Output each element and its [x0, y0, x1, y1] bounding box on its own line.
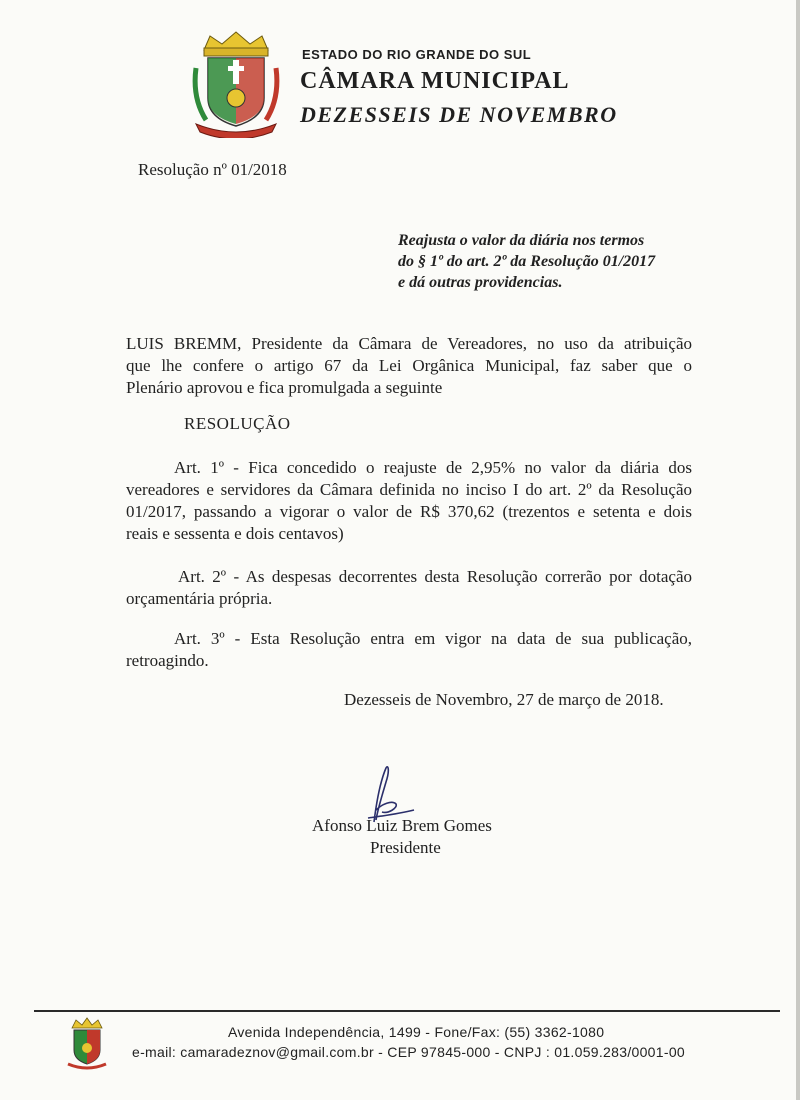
resolution-heading: RESOLUÇÃO: [184, 414, 291, 433]
article-3: [126, 628, 692, 672]
footer-contact: e-mail: camaradeznov@gmail.com.br - CEP 97845-000 - CNPJ : 01.059.283/0001-00: [132, 1044, 685, 1060]
article-1: [126, 457, 692, 545]
article-2: [126, 566, 692, 610]
article-1-line: vereadores e servidores da Câmara definida no inciso I do art. 2º da Resolução: [126, 480, 692, 499]
header-city: DEZESSEIS DE NOVEMBRO: [300, 102, 618, 127]
summary-line: do § 1º do art. 2º da Resolução 01/2017: [398, 253, 656, 270]
signer-name: Afonso Luiz Brem Gomes: [312, 816, 492, 835]
article-2-line: Art. 2º - As despesas decorrentes desta Resolução correrão por dotação: [178, 567, 692, 586]
intro-line: que lhe confere o artigo 67 da Lei Orgânica Municipal, faz saber que o: [126, 356, 692, 375]
footer-address: Avenida Independência, 1499 - Fone/Fax: (55) 3362-1080: [228, 1024, 605, 1040]
article-1-line: reais e sessenta e dois centavos): [126, 524, 344, 543]
footer-crest-icon: [64, 1016, 110, 1072]
article-2-line: orçamentária própria.: [126, 589, 273, 608]
header-state: ESTADO DO RIO GRANDE DO SUL: [302, 47, 532, 62]
intro-line: LUIS BREMM, Presidente da Câmara de Vereadores, no uso da atribuição: [126, 334, 692, 353]
resolution-number: Resolução nº 01/2018: [138, 160, 287, 179]
article-3-line: Art. 3º - Esta Resolução entra em vigor na data de sua publicação,: [174, 629, 692, 648]
article-1-line: Art. 1º - Fica concedido o reajuste de 2,95% no valor da diária dos: [174, 458, 692, 477]
article-3-line: retroagindo.: [126, 651, 209, 670]
footer-divider: [34, 1010, 780, 1012]
date-line: Dezesseis de Novembro, 27 de março de 2018.: [344, 690, 664, 709]
municipal-crest-icon: [190, 28, 282, 138]
intro-paragraph: [126, 333, 692, 399]
page-edge: [796, 0, 800, 1100]
signer-role: Presidente: [370, 838, 441, 857]
header-chamber: CÂMARA MUNICIPAL: [300, 68, 570, 94]
article-1-line: 01/2017, passando a vigorar o valor de R$ 370,62 (trezentos e setenta e dois: [126, 502, 692, 521]
summary-line: e dá outras providencias.: [398, 274, 563, 291]
summary-line: Reajusta o valor da diária nos termos: [398, 232, 645, 249]
resolution-summary: [398, 230, 708, 293]
intro-line: Plenário aprovou e fica promulgada a seguinte: [126, 378, 443, 397]
